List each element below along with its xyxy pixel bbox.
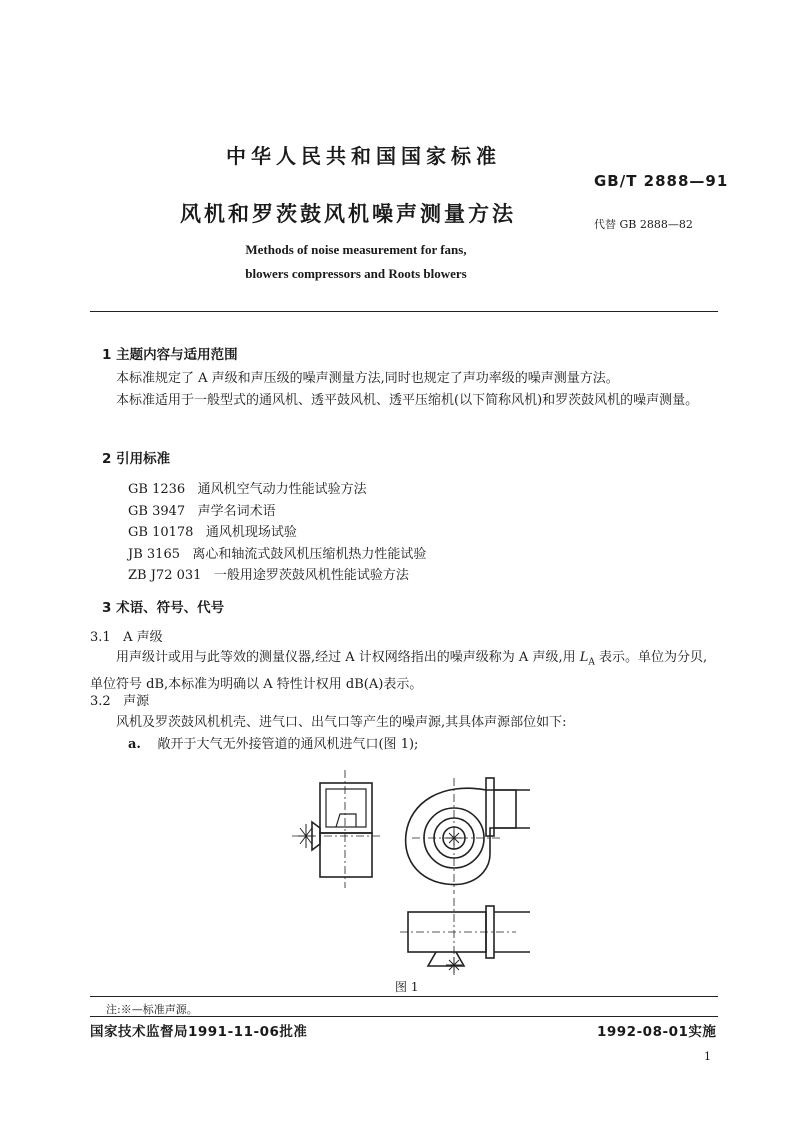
- reference-code: GB 10178: [128, 525, 194, 540]
- fan-side-view: [292, 770, 382, 888]
- reference-item: [128, 543, 426, 562]
- subsection-title: A 声级: [123, 630, 163, 645]
- section1-paragraph2: 本标准适用于一般型式的通风机、透平鼓风机、透平压缩机(以下简称风机)和罗茨鼓风机的噪声测量。: [116, 393, 699, 408]
- paragraph-text: 表示。单位为分贝,单位符号 dB,本标准为明确以 A 特性计权用 dB(A)表示。: [90, 650, 708, 692]
- reference-code: JB 3165: [128, 547, 180, 562]
- english-title: [227, 238, 485, 286]
- header-divider: [90, 311, 718, 312]
- reference-item: [128, 564, 409, 583]
- fan-bottom-view: [400, 898, 530, 975]
- figure-note: 注:※—标准声源。: [106, 1003, 198, 1016]
- subsection-title: 声源: [123, 694, 150, 709]
- section2-heading: 2 引用标准: [102, 451, 171, 467]
- reference-title: 离心和轴流式鼓风机压缩机热力性能试验: [192, 547, 427, 562]
- reference-title: 通风机现场试验: [205, 525, 297, 540]
- reference-item: [128, 478, 367, 497]
- figure-1-drawing: [290, 770, 530, 975]
- subsection-number: 3.2: [90, 694, 111, 709]
- subsection-3-2-paragraph: 风机及罗茨鼓风机机壳、进气口、出气口等产生的噪声源,其具体声源部位如下:: [116, 715, 567, 730]
- page-number: 1: [704, 1050, 711, 1063]
- standard-name: 中华人民共和国国家标准: [226, 144, 501, 168]
- reference-title: 通风机空气动力性能试验方法: [197, 482, 367, 497]
- list-item-a: [128, 733, 418, 752]
- reference-code: GB 3947: [128, 504, 186, 519]
- figure-caption: 图 1: [395, 980, 419, 994]
- reference-code: ZB J72 031: [128, 568, 202, 583]
- standard-code: GB/T 2888—91: [594, 172, 729, 190]
- reference-title: 一般用途罗茨鼓风机性能试验方法: [213, 568, 409, 583]
- reference-item: [128, 500, 276, 519]
- fan-front-view: [406, 778, 530, 894]
- subsection-3-1-heading: [90, 626, 163, 645]
- paragraph-text: 用声级计或用与此等效的测量仪器,经过 A 计权网络指出的噪声级称为 A 声级,用: [116, 650, 580, 665]
- section3-heading: 3 术语、符号、代号: [102, 600, 225, 616]
- footer-divider: [90, 1016, 718, 1017]
- reference-item: [128, 521, 297, 540]
- subsection-3-2-heading: [90, 690, 149, 709]
- reference-title: 声学名词术语: [197, 504, 276, 519]
- section1-paragraph1: 本标准规定了 A 声级和声压级的噪声测量方法,同时也规定了声功率级的噪声测量方法。: [116, 371, 619, 386]
- document-title: 风机和罗茨鼓风机噪声测量方法: [180, 202, 516, 226]
- subsection-3-1-paragraph: [90, 647, 718, 696]
- list-text: 敞开于大气无外接管道的通风机进气口(图 1);: [157, 737, 419, 752]
- symbol-subscript: A: [588, 657, 595, 668]
- approval-date: 国家技术监督局1991-11-06批准: [90, 1024, 308, 1040]
- english-title-line2: blowers compressors and Roots blowers: [245, 266, 467, 281]
- symbol-L: L: [579, 650, 589, 665]
- subsection-number: 3.1: [90, 630, 111, 645]
- replaces-note: 代替 GB 2888—82: [594, 218, 693, 231]
- note-divider: [90, 996, 718, 997]
- english-title-line1: Methods of noise measurement for fans,: [245, 242, 467, 257]
- effective-date: 1992-08-01实施: [597, 1024, 717, 1040]
- list-label: a.: [128, 737, 141, 752]
- reference-code: GB 1236: [128, 482, 186, 497]
- section1-heading: 1 主题内容与适用范围: [102, 347, 238, 363]
